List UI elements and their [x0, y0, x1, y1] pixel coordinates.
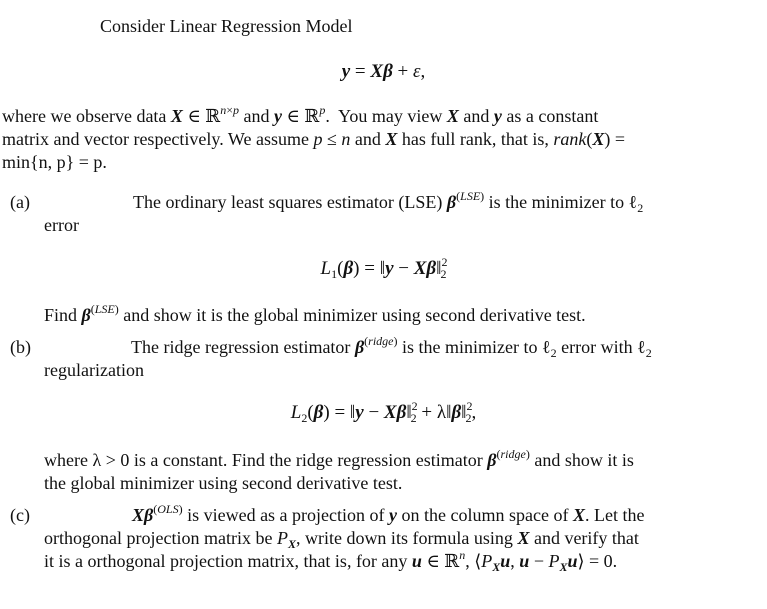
intro-line-2: matrix and vector respectively. We assume p ≤ n and X has full rank, that is, rank(X) =: [2, 129, 626, 149]
model-equation: y = Xβ + ε,: [341, 61, 426, 82]
part-b-line-2: regularization: [44, 360, 144, 380]
part-c-label: (c): [10, 505, 30, 525]
part-c-line-1: $X\beta^{(OLS)}$ is viewed as a projection of y on the column space of X. Let the: [132, 502, 645, 525]
lse-loss-equation: $L_1(\beta)$ = ‖y − Xβ‖$^2_2$: [320, 255, 448, 281]
part-a-line-2: error: [44, 215, 79, 235]
intro-line-1: where we observe data X ∈ ℝ$^{n\times p}$ and y ∈ ℝ$^p$. You may view X and y as a constant: [2, 103, 599, 126]
part-a-label: (a): [10, 192, 30, 212]
part-b-line-3: where λ > 0 is a constant. Find the ridge regression estimator $\beta^{(ridge)}$ and show it is: [44, 447, 634, 470]
intro-line-3: min{n, p} = p.: [2, 152, 107, 172]
part-b-line-4: the global minimizer using second derivative test.: [44, 473, 403, 493]
part-a-line-3: Find $\beta^{(LSE)}$ and show it is the global minimizer using second derivative test.: [44, 302, 586, 325]
part-c-line-2: orthogonal projection matrix be $P_X$, write down its formula using X and verify that: [44, 528, 639, 551]
part-b-label: (b): [10, 337, 31, 357]
part-b-line-1: The ridge regression estimator $\beta^{(ridge)}$ is the minimizer to ℓ$_2$ error with ℓ$_2$: [131, 334, 652, 360]
intro-heading: Consider Linear Regression Model: [100, 16, 353, 36]
ridge-loss-equation: $L_2(\beta)$ = ‖y − Xβ‖$^2_2$ + λ‖β‖$^2_2$,: [290, 399, 477, 425]
part-c-line-3: it is a orthogonal projection matrix, that is, for any u ∈ ℝ$^n$, $⟨P_Xu$, $u - P_Xu⟩ = 0$.: [44, 548, 618, 574]
part-a-line-1: The ordinary least squares estimator (LSE) $\beta^{(LSE)}$ is the minimizer to ℓ$_2$: [133, 189, 644, 215]
